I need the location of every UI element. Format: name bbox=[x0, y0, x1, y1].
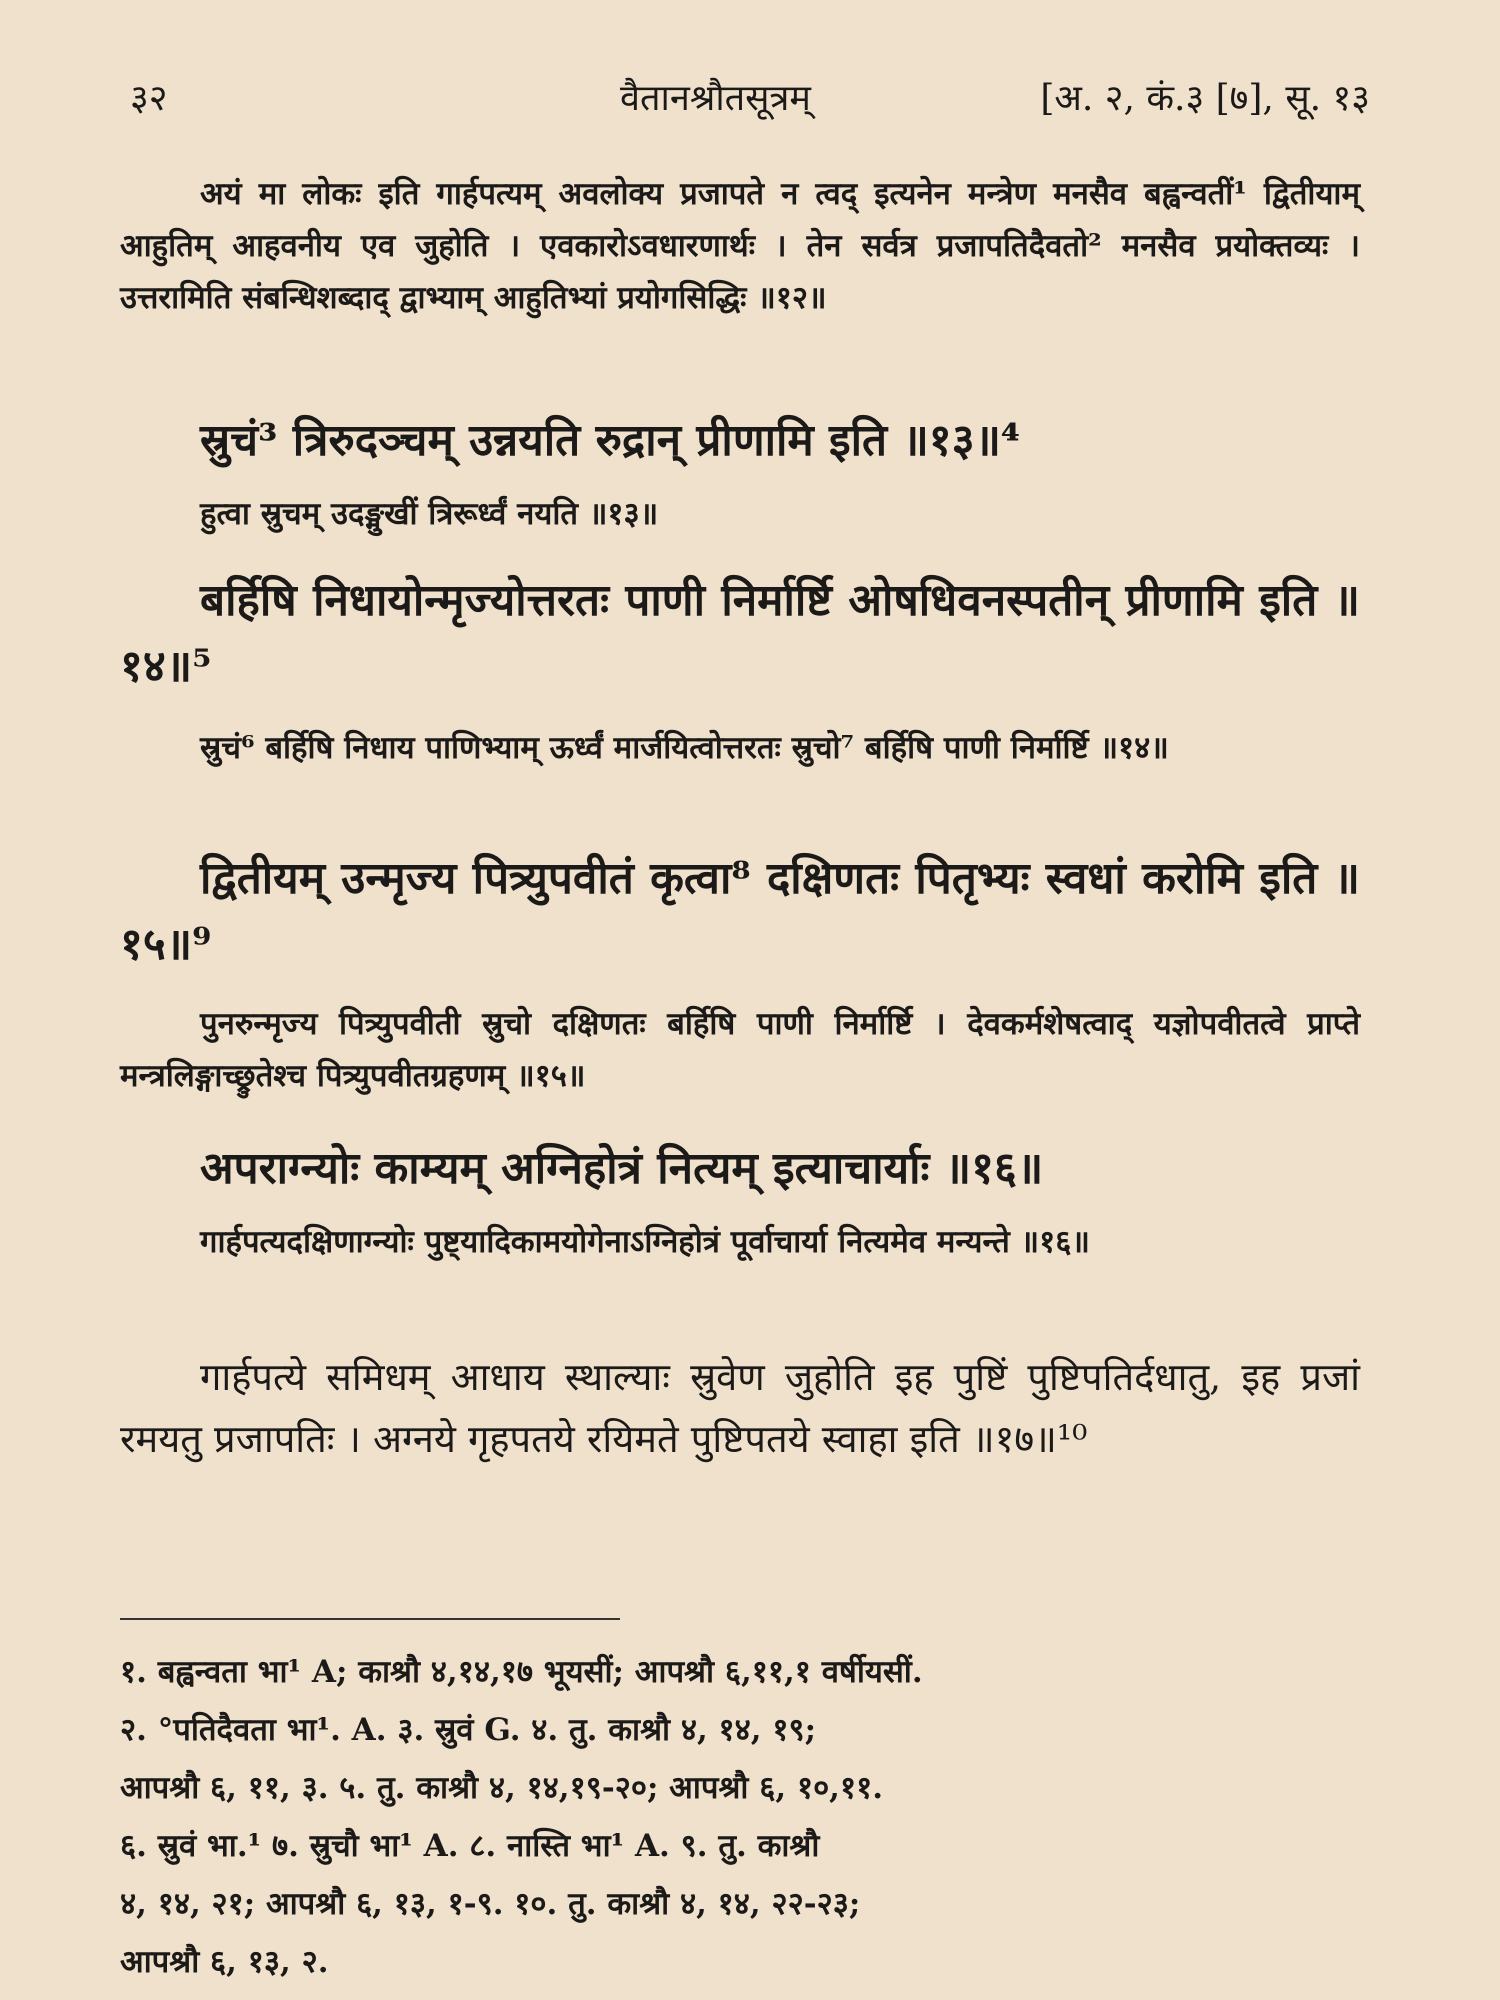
footnote-divider bbox=[120, 1618, 620, 1620]
page-number: ३२ bbox=[130, 78, 168, 119]
footnote-line: १. बह्वन्वता भा¹ A; काश्रौ ४,१४,१७ भूयसीं; आपश्रौ ६,११,१ वर्षीयसीं. bbox=[120, 1654, 923, 1690]
sutra-13: स्रुचं³ त्रिरुदञ्चम् उन्नयति रुद्रान् प्रीणामि इति ॥१३॥⁴ bbox=[200, 415, 1021, 466]
footnote-line: ६. स्रुवं भा.¹ ७. स्रुचौ भा¹ A. ८. नास्ति भा¹ A. ९. तु. काश्रौ bbox=[120, 1828, 820, 1864]
sutra-16: अपराग्न्योः काम्यम् अग्निहोत्रं नित्यम् इत्याचार्याः ॥१६॥ bbox=[200, 1143, 1044, 1194]
footnote-line: आपश्रौ ६, ११, ३. ५. तु. काश्रौ ४, १४,१९-२०; आपश्रौ ६, १०,११. bbox=[120, 1770, 884, 1806]
running-header bbox=[130, 72, 1370, 122]
footnote-line: २. °पतिदैवता भा¹. A. ३. स्रुवं G. ४. तु. काश्रौ ४, १४, १९; bbox=[120, 1712, 817, 1748]
commentary-15: पुनरुन्मृज्य पित्र्युपवीती स्रुचो दक्षिणतः बर्हिषि पाणी निर्मार्ष्टि । देवकर्मशेषत्वाद् यज्ञोपवीतत्वे प्राप्ते मन्त्रलिङ्गाच्छ्रुतेश्च पित्र्युपवीतग्रहणम् ॥१५॥ bbox=[120, 1006, 1360, 1094]
footnote-line: आपश्रौ ६, १३, २. bbox=[120, 1944, 329, 1980]
commentary-16: गार्हपत्यदक्षिणाग्न्योः पुष्ट्यादिकामयोगेनाऽग्निहोत्रं पूर्वाचार्या नित्यमेव मन्यन्ते ॥१६॥ bbox=[200, 1224, 1090, 1260]
sutra-14: बर्हिषि निधायोन्मृज्योत्तरतः पाणी निर्मार्ष्टि ओषधिवनस्पतीन् प्रीणामि इति ॥१४॥⁵ bbox=[120, 575, 1360, 692]
commentary-14: स्रुचं⁶ बर्हिषि निधाय पाणिभ्याम् ऊर्ध्वं मार्जयित्वोत्तरतः स्रुचो⁷ बर्हिषि पाणी निर्मार्ष्टि ॥१४॥ bbox=[200, 730, 1169, 766]
footnote-line: ४, १४, २१; आपश्रौ ६, १३, १-९. १०. तु. काश्रौ ४, १४, २२-२३; bbox=[120, 1886, 861, 1922]
commentary-13: हुत्वा स्रुचम् उदङ्मुखीं त्रिरूर्ध्वं नयति ॥१३॥ bbox=[200, 496, 659, 532]
book-title: वैतानश्रौतसूत्रम् bbox=[620, 78, 811, 119]
sutra-15: द्वितीयम् उन्मृज्य पित्र्युपवीतं कृत्वा⁸ दक्षिणतः पितृभ्यः स्वधां करोमि इति ॥१५॥⁹ bbox=[120, 853, 1360, 970]
sutra-17: गार्हपत्ये समिधम् आधाय स्थाल्याः स्रुवेण जुहोति इह पुष्टिं पुष्टिपतिर्दधातु, इह प्रजां रमयतु प्रजापतिः । अग्नये गृहपतये रयिमते पुष्टिपतये स्वाहा इति ॥१७॥¹⁰ bbox=[120, 1355, 1360, 1461]
section-reference: [अ. २, कं.३ [७], सू. १३ bbox=[1040, 78, 1370, 119]
commentary-12: अयं मा लोकः इति गार्हपत्यम् अवलोक्य प्रजापते न त्वद् इत्यनेन मन्त्रेण मनसैव बह्वन्वतीं¹ द्वितीयाम् आहुतिम् आहवनीय एव जुहोति । एवकारोऽवधारणार्थः । तेन सर्वत्र प्रजापतिदैवतो² मनसैव प्रयोक्तव्यः । उत्तरामिति संबन्धिशब्दाद् द्वाभ्याम् आहुतिभ्यां प्रयोगसिद्धिः ॥१२॥ bbox=[120, 176, 1360, 316]
